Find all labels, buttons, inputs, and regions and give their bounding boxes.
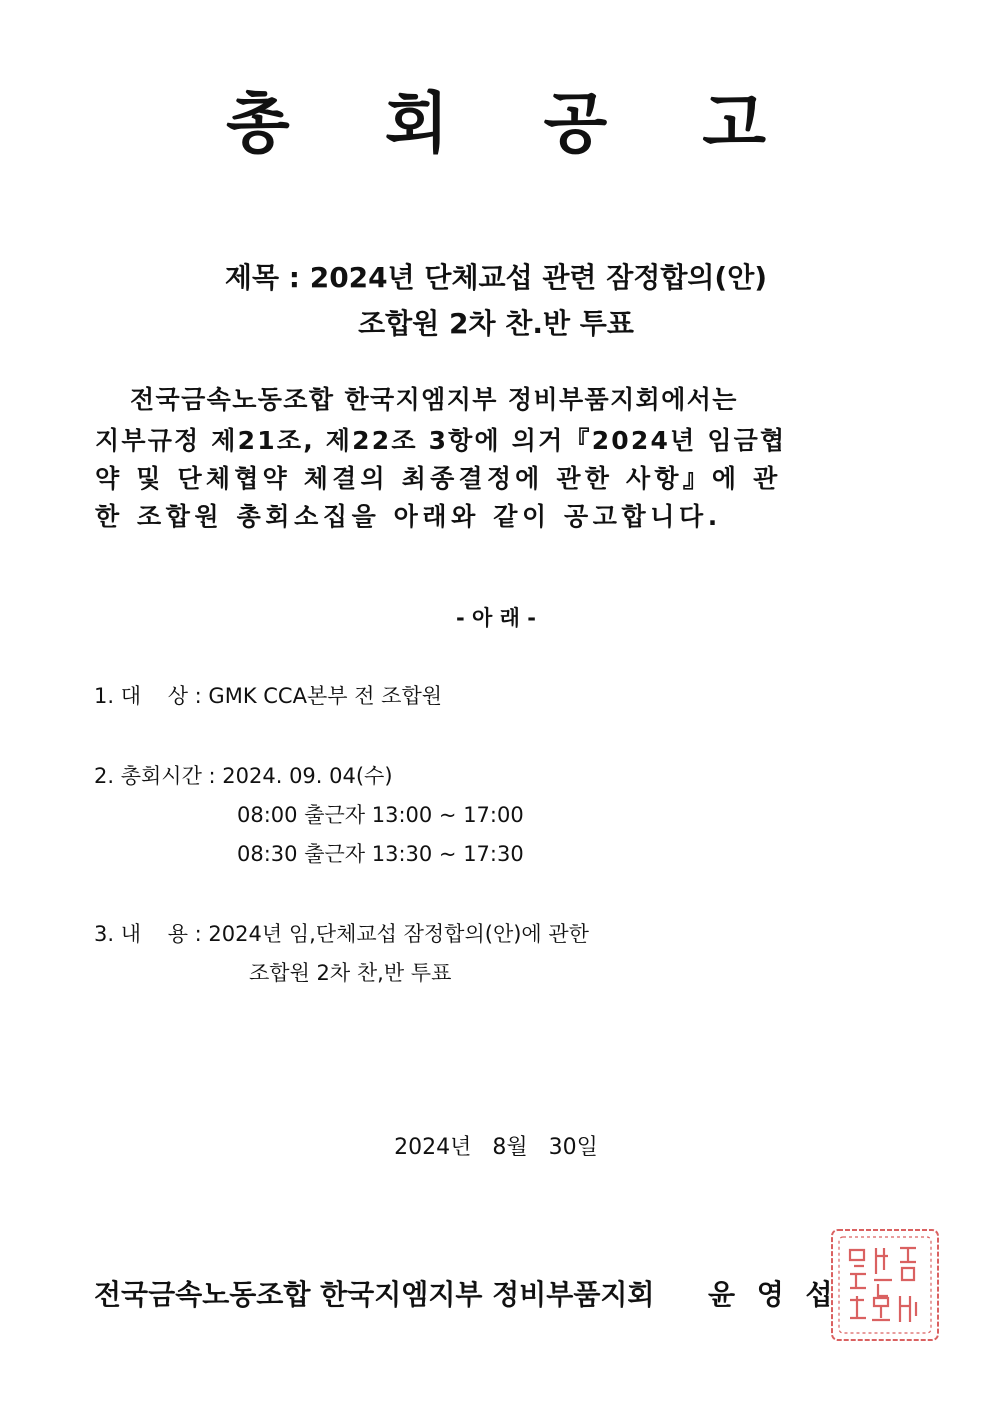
subject-line-2: 조합원 2차 찬.반 투표 (358, 307, 634, 340)
document-title: 총 회 공 고 (226, 84, 802, 162)
body-line-3: 약 및 단체협약 체결의 최종결정에 관한 사항』에 관 (95, 464, 782, 493)
item-time (94, 760, 393, 792)
item-time-shift-1: 08:00 출근자 13:00 ~ 17:00 (237, 803, 524, 827)
item-target-value: GMK CCA본부 전 조합원 (208, 684, 443, 708)
section-heading: - 아 래 - (456, 606, 536, 630)
body-line-1: 전국금속노동조합 한국지엠지부 정비부품지회에서는 (130, 385, 738, 414)
official-seal-stamp (826, 1226, 944, 1344)
item-content-value-2: 조합원 2차 찬,반 투표 (249, 961, 452, 985)
item-time-value: 2024. 09. 04(수) (222, 764, 393, 788)
item-content (94, 918, 589, 950)
body-line-4: 한 조합원 총회소집을 아래와 같이 공고합니다. (95, 502, 722, 531)
item-time-label: 2. 총회시간 : (94, 764, 223, 788)
signature-org: 전국금속노동조합 한국지엠지부 정비부품지회 (94, 1278, 655, 1311)
issue-date: 2024년 8월 30일 (394, 1135, 598, 1160)
subject-line-1: 제목 : 2024년 단체교섭 관련 잠정합의(안) (224, 261, 768, 294)
item-content-label: 3. 내 용 : (94, 922, 209, 946)
item-content-value: 2024년 임,단체교섭 잠정합의(안)에 관한 (208, 922, 589, 946)
item-target (94, 680, 442, 712)
item-time-shift-2: 08:30 출근자 13:30 ~ 17:30 (237, 842, 524, 866)
body-line-2: 지부규정 제21조, 제22조 3항에 의거『2024년 임금협 (95, 426, 787, 455)
signature-line (94, 1275, 839, 1315)
signature-name: 윤 영 섭 (707, 1278, 839, 1311)
item-target-label: 1. 대 상 : (94, 684, 209, 708)
